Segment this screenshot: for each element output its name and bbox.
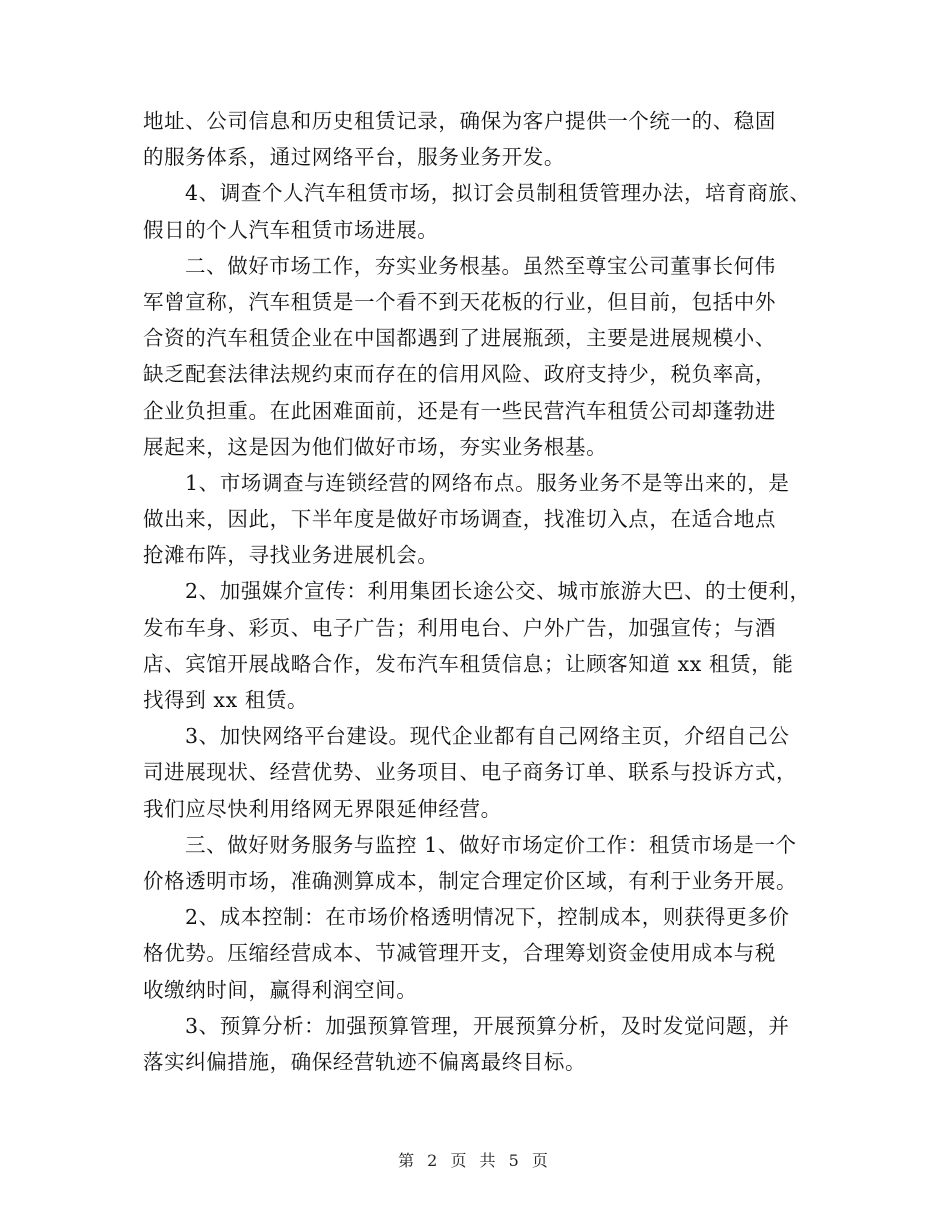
text-line: 缺乏配套法律法规约束而存在的信用风险、政府支持少，税负率高， (143, 362, 776, 387)
text-line: 1、市场调查与连锁经营的网络布点。服务业务不是等出来的，是 (185, 470, 790, 495)
text-line: 价格透明市场，准确测算成本，制定合理定价区域，有利于业务开展。 (143, 868, 798, 893)
text-line: 店、宾馆开展战略合作，发布汽车租赁信息；让顾客知道 xx 租赁，能 (143, 651, 794, 676)
document-body (143, 103, 833, 1080)
text-line: 3、加快网络平台建设。现代企业都有自己网络主页，介绍自己公 (185, 724, 790, 749)
text-line: 收缴纳时间，赢得利润空间。 (143, 977, 418, 1002)
text-line: 找得到 xx 租赁。 (143, 688, 309, 712)
text-line: 4、调查个人汽车租赁市场，拟订会员制租赁管理办法，培育商旅、 (185, 181, 811, 206)
text-line: 我们应尽快利用络网无界限延伸经营。 (143, 796, 502, 821)
text-line: 2、加强媒介宣传：利用集团长途公交、城市旅游大巴、的士便利， (185, 579, 811, 604)
text-line: 合资的汽车租赁企业在中国都遇到了进展瓶颈，主要是进展规模小、 (143, 326, 776, 351)
text-line: 3、预算分析：加强预算管理，开展预算分析，及时发觉问题，并 (185, 1013, 790, 1038)
text-line: 地址、公司信息和历史租赁记录，确保为客户提供一个统一的、稳固 (143, 109, 776, 133)
text-line: 抢滩布阵，寻找业务进展机会。 (143, 543, 439, 568)
text-line: 发布车身、彩页、电子广告；利用电台、户外广告，加强宣传；与酒 (143, 615, 776, 640)
text-line: 展起来，这是因为他们做好市场，夯实业务根基。 (143, 434, 608, 459)
text-line: 三、做好财务服务与监控 1、做好市场定价工作：租赁市场是一个 (185, 832, 797, 857)
text-line: 落实纠偏措施，确保经营轨迹不偏离最终目标。 (143, 1049, 587, 1074)
text-line: 军曾宣称，汽车租赁是一个看不到天花板的行业，但目前，包括中外 (143, 289, 776, 314)
text-line: 司进展现状、经营优势、业务项目、电子商务订单、联系与投诉方式， (143, 760, 798, 785)
text-line: 的服务体系，通过网络平台，服务业务开发。 (143, 145, 565, 170)
page-number-footer: 第 2 页 共 5 页 (398, 1151, 552, 1170)
text-line: 格优势。压缩经营成本、节减管理开支，合理筹划资金使用成本与税 (143, 941, 776, 966)
text-line: 2、成本控制：在市场价格透明情况下，控制成本，则获得更多价 (185, 905, 790, 930)
text-line: 假日的个人汽车租赁市场进展。 (143, 217, 439, 242)
text-line: 企业负担重。在此困难面前，还是有一些民营汽车租赁公司却蓬勃进 (143, 398, 776, 423)
text-line: 二、做好市场工作，夯实业务根基。虽然至尊宝公司董事长何伟 (185, 253, 776, 278)
text-line: 做出来，因此，下半年度是做好市场调查，找准切入点，在适合地点 (143, 507, 776, 532)
